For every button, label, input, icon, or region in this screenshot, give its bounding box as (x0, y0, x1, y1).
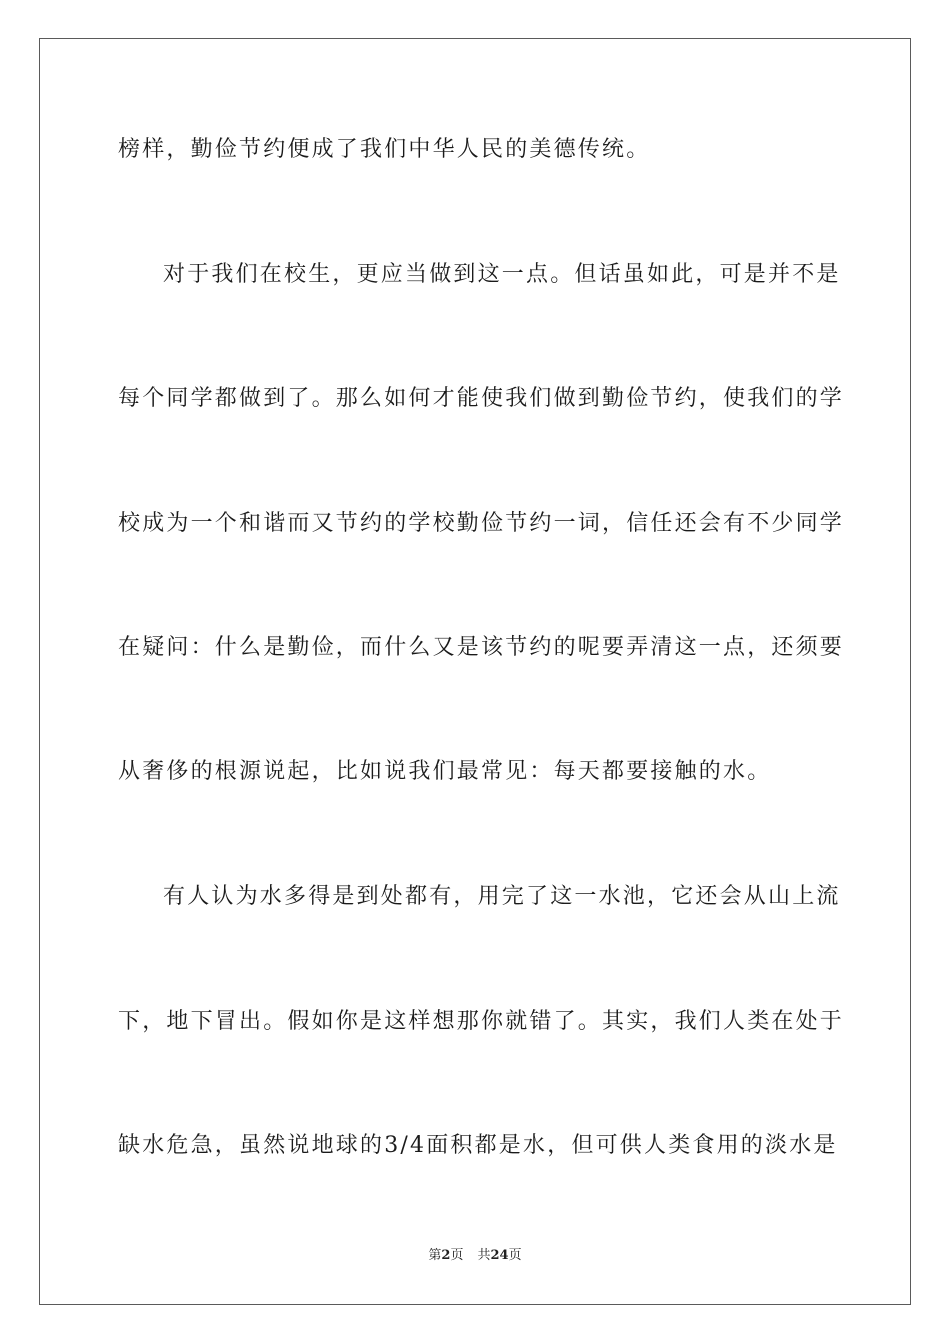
paragraph-line: 下，地下冒出。假如你是这样想那你就错了。其实，我们人类在处于 (118, 1009, 845, 1034)
page-number: 2 (441, 1248, 451, 1263)
paragraph-line: 校成为一个和谐而又节约的学校勤俭节约一词，信任还会有不少同学 (118, 511, 845, 536)
paragraph-line: 从奢侈的根源说起，比如说我们最常见：每天都要接触的水。 (118, 759, 772, 784)
paragraph-line: 缺水危急，虽然说地球的3/4面积都是水，但可供人类食用的淡水是 (118, 1133, 838, 1158)
total-suffix: 页 (508, 1248, 522, 1263)
page-suffix: 页 (450, 1248, 464, 1263)
page-footer (0, 1247, 950, 1265)
page-prefix: 第 (428, 1248, 442, 1263)
page-border (39, 38, 911, 1305)
total-pages: 24 (490, 1248, 509, 1263)
paragraph-line: 有人认为水多得是到处都有，用完了这一水池，它还会从山上流 (163, 884, 841, 909)
paragraph-line: 每个同学都做到了。那么如何才能使我们做到勤俭节约，使我们的学 (118, 386, 845, 411)
paragraph-line: 榜样，勤俭节约便成了我们中华人民的美德传统。 (118, 137, 651, 162)
paragraph-line: 在疑问：什么是勤俭，而什么又是该节约的呢要弄清这一点，还须要 (118, 635, 845, 660)
paragraph-line: 对于我们在校生，更应当做到这一点。但话虽如此，可是并不是 (163, 262, 841, 287)
total-prefix: 共 (477, 1248, 491, 1263)
